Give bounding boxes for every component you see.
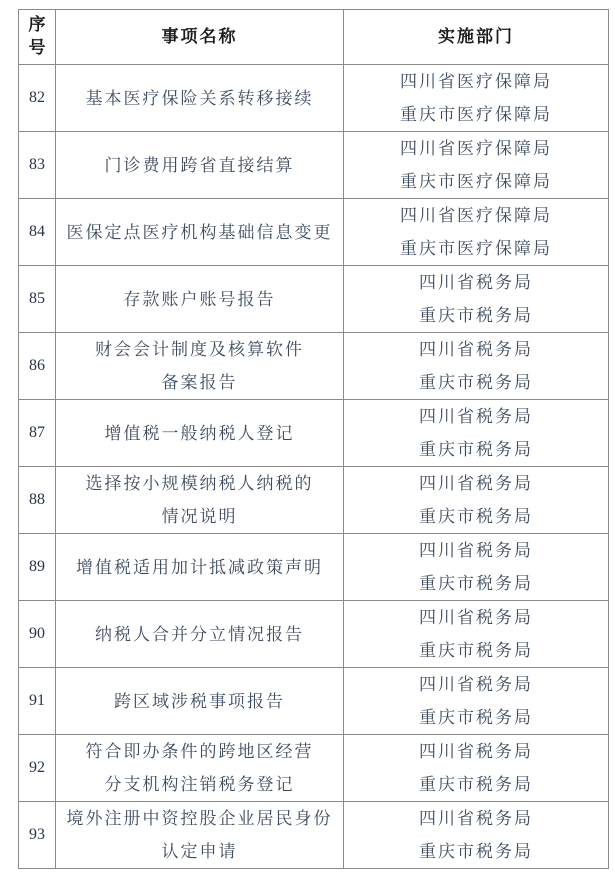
department-cell [344, 199, 609, 266]
item-name-cell [56, 668, 344, 735]
item-name-cell [56, 534, 344, 601]
table-row [19, 802, 609, 869]
department-line: 重庆市医疗保障局 [400, 172, 552, 191]
department-line: 重庆市税务局 [419, 574, 533, 593]
row-number: 92 [19, 735, 56, 802]
row-number: 90 [19, 601, 56, 668]
department-cell [344, 601, 609, 668]
item-name-line: 增值税一般纳税人登记 [104, 423, 295, 443]
department-line: 重庆市税务局 [419, 842, 533, 861]
department-line: 四川省税务局 [419, 273, 533, 292]
department-line: 四川省税务局 [419, 742, 533, 761]
item-name-line: 选择按小规模纳税人纳税的 [85, 474, 314, 493]
department-line: 四川省税务局 [419, 474, 533, 493]
department-line: 四川省税务局 [419, 809, 533, 828]
item-name-line: 存款账户账号报告 [123, 289, 276, 309]
table-row [19, 668, 609, 735]
department-cell [344, 802, 609, 869]
department-line: 重庆市税务局 [419, 373, 533, 392]
item-name-line: 备案报告 [161, 373, 238, 392]
department-line: 重庆市税务局 [419, 507, 533, 526]
department-line: 四川省医疗保障局 [400, 206, 552, 225]
item-name-line: 纳税人合并分立情况报告 [95, 624, 304, 644]
department-line: 四川省医疗保障局 [400, 139, 552, 158]
department-line: 重庆市税务局 [419, 708, 533, 727]
table-row [19, 266, 609, 333]
row-number: 84 [19, 199, 56, 266]
department-cell [344, 400, 609, 467]
table-row [19, 534, 609, 601]
department-cell [344, 65, 609, 132]
table-row [19, 467, 609, 534]
column-header-number: 序号 [19, 10, 56, 65]
department-line: 重庆市税务局 [419, 440, 533, 459]
department-line: 重庆市税务局 [419, 641, 533, 660]
department-line: 四川省税务局 [419, 608, 533, 627]
item-name-line: 门诊费用跨省直接结算 [104, 155, 295, 175]
row-number: 93 [19, 802, 56, 869]
table-row [19, 601, 609, 668]
department-line: 四川省税务局 [419, 675, 533, 694]
department-cell [344, 735, 609, 802]
item-name-cell [56, 132, 344, 199]
table-row [19, 65, 609, 132]
row-number: 85 [19, 266, 56, 333]
item-name-cell [56, 266, 344, 333]
department-line: 四川省税务局 [419, 407, 533, 426]
item-name-line: 认定申请 [161, 842, 238, 861]
department-cell [344, 132, 609, 199]
item-name-line: 情况说明 [161, 507, 238, 526]
table-row [19, 199, 609, 266]
department-cell [344, 668, 609, 735]
item-name-cell [56, 802, 344, 869]
department-line: 重庆市医疗保障局 [400, 239, 552, 258]
item-name-cell [56, 65, 344, 132]
item-name-line: 财会会计制度及核算软件 [95, 340, 304, 359]
item-name-line: 跨区域涉税事项报告 [114, 691, 285, 711]
column-header-item-name: 事项名称 [56, 10, 344, 65]
item-name-line: 分支机构注销税务登记 [104, 775, 295, 794]
table-header-row [19, 10, 609, 65]
item-name-line: 医保定点医疗机构基础信息变更 [66, 222, 333, 242]
item-name-line: 符合即办条件的跨地区经营 [85, 742, 314, 761]
department-cell [344, 266, 609, 333]
row-number: 89 [19, 534, 56, 601]
table-row [19, 735, 609, 802]
row-number: 87 [19, 400, 56, 467]
row-number: 83 [19, 132, 56, 199]
department-line: 四川省税务局 [419, 340, 533, 359]
item-name-line: 境外注册中资控股企业居民身份 [66, 809, 333, 828]
department-line: 重庆市税务局 [419, 306, 533, 325]
department-cell [344, 333, 609, 400]
item-name-cell [56, 400, 344, 467]
item-name-line: 基本医疗保险关系转移接续 [85, 88, 314, 108]
department-line: 重庆市税务局 [419, 775, 533, 794]
column-header-department: 实施部门 [344, 10, 609, 65]
item-name-cell [56, 333, 344, 400]
department-cell [344, 534, 609, 601]
department-cell [344, 467, 609, 534]
row-number: 82 [19, 65, 56, 132]
items-table [18, 9, 609, 869]
item-name-cell [56, 467, 344, 534]
item-name-line: 增值税适用加计抵减政策声明 [76, 557, 323, 577]
department-line: 四川省医疗保障局 [400, 72, 552, 91]
row-number: 91 [19, 668, 56, 735]
item-name-cell [56, 199, 344, 266]
table-row [19, 400, 609, 467]
row-number: 88 [19, 467, 56, 534]
item-name-cell [56, 601, 344, 668]
department-line: 四川省税务局 [419, 541, 533, 560]
table-row [19, 132, 609, 199]
row-number: 86 [19, 333, 56, 400]
department-line: 重庆市医疗保障局 [400, 105, 552, 124]
item-name-cell [56, 735, 344, 802]
table-row [19, 333, 609, 400]
